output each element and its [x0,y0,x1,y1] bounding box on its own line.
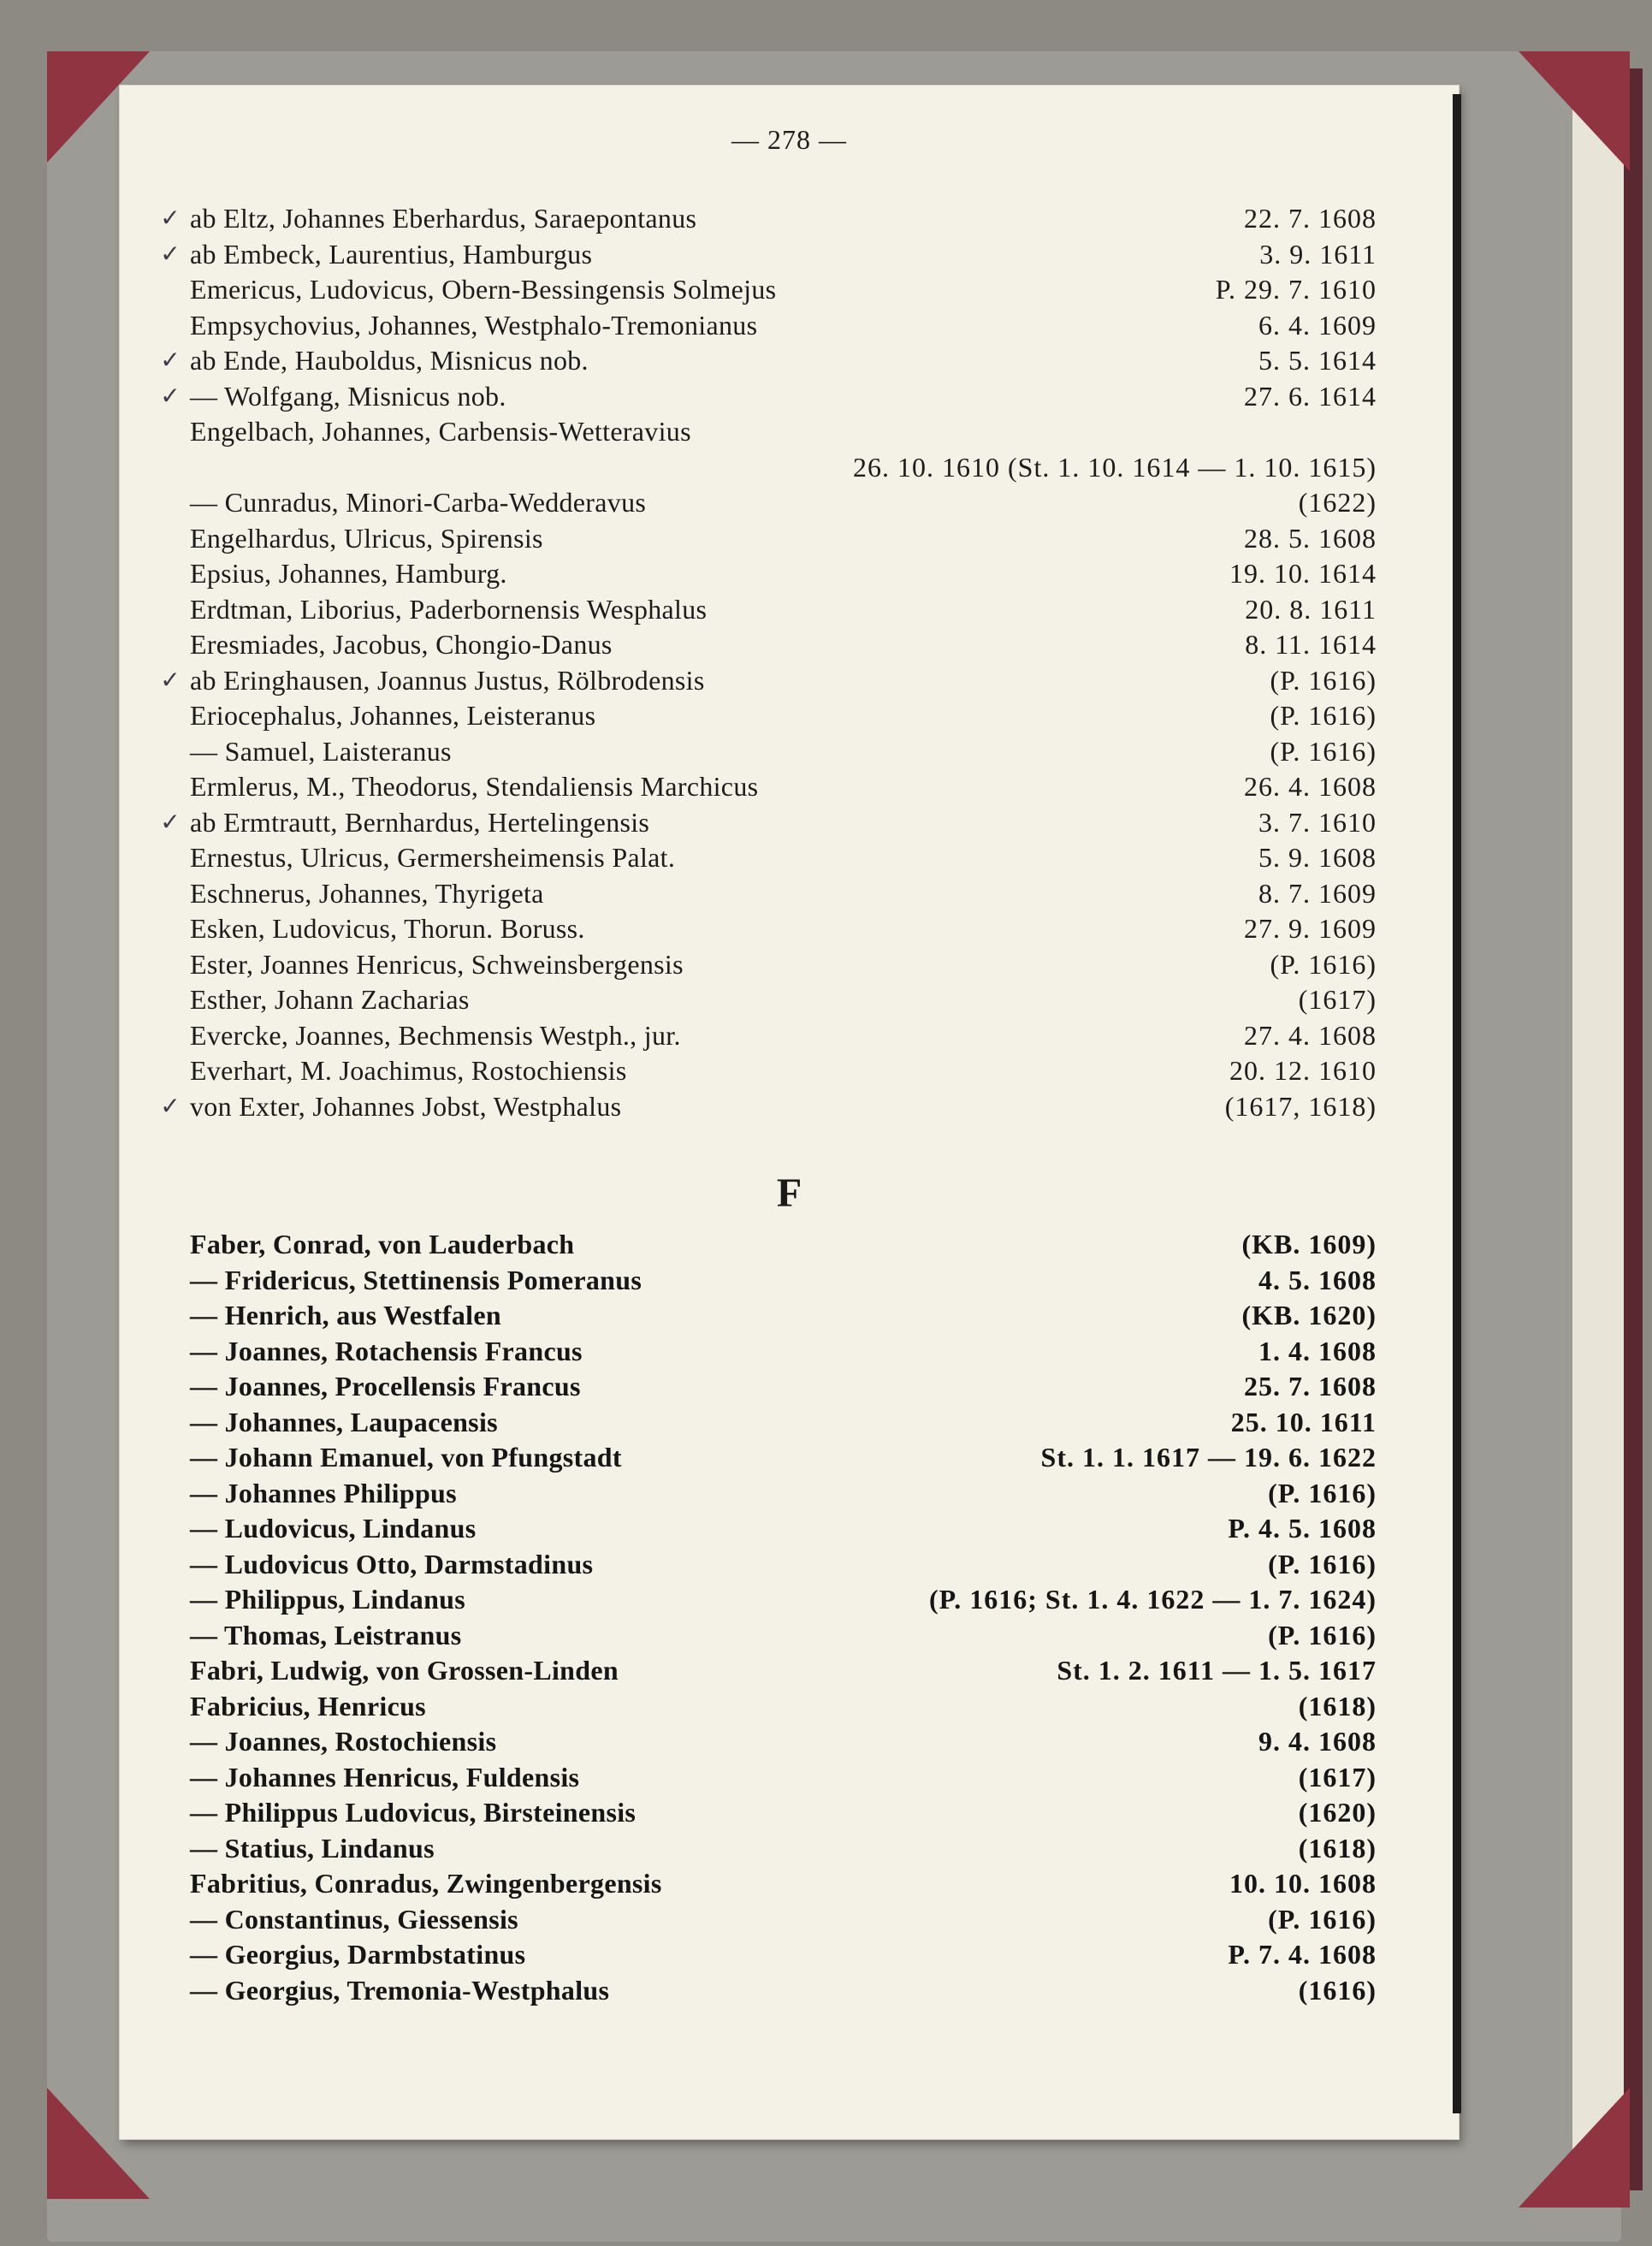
register-entry [0,237,1652,272]
entry-name: Fabricius, Henricus [190,1690,426,1722]
register-entry [0,1227,1652,1262]
entry-name: — Samuel, Laisteranus [190,735,452,767]
check-mark-icon: ✓ [160,205,181,232]
register-entry [0,1547,1652,1582]
entry-date: 5. 9. 1608 [1258,842,1377,873]
entry-date: (KB. 1620) [1241,1300,1377,1330]
entry-date: 25. 10. 1611 [1230,1406,1377,1437]
entry-date: St. 1. 1. 1617 — 19. 6. 1622 [1040,1442,1377,1473]
entry-name: — Joannes, Procellensis Francus [190,1371,581,1402]
entry-name: Everhart, M. Joachimus, Rostochiensis [190,1055,627,1086]
entry-name: — Johann Emanuel, von Pfungstadt [190,1442,622,1473]
section-heading: F [776,1170,802,1216]
entry-date: 27. 6. 1614 [1244,380,1377,412]
entry-date: (P. 1616) [1268,1903,1377,1935]
entry-date: (P. 1616; St. 1. 4. 1622 — 1. 7. 1624) [928,1584,1377,1615]
entry-name: ab Embeck, Laurentius, Hamburgus [190,238,593,270]
entry-name: Engelhardus, Ulricus, Spirensis [190,522,543,554]
register-entry [0,1831,1652,1866]
entry-date: (1620) [1298,1797,1377,1828]
entry-name: Ester, Joannes Henricus, Schweinsbergensis [190,948,684,980]
entry-name: Faber, Conrad, von Lauderbach [190,1229,575,1259]
entry-name: — Philippus, Lindanus [190,1584,466,1615]
entry-name: — Henrich, aus Westfalen [190,1300,501,1330]
register-entry [0,1298,1652,1333]
entry-date: (P. 1616) [1268,1477,1377,1508]
entry-date: (1618) [1298,1832,1377,1864]
entry-name: Engelbach, Johannes, Carbensis-Wetteravius [190,416,691,447]
register-entry [0,982,1652,1017]
entry-name: — Constantinus, Giessensis [190,1903,518,1935]
entry-date: P. 7. 4. 1608 [1228,1939,1377,1970]
entry-name: — Georgius, Tremonia-Westphalus [190,1974,610,2006]
register-entry [0,769,1652,804]
register-entry [0,1866,1652,1901]
register-entry [0,485,1652,520]
entry-name: Ermlerus, M., Theodorus, Stendaliensis Marchicus [190,771,759,802]
entry-name: Esther, Johann Zacharias [190,984,470,1015]
entry-name: — Wolfgang, Misnicus nob. [190,380,506,412]
entry-name: Empsychovius, Johannes, Westphalo-Tremonianus [190,309,758,341]
entry-date: 3. 7. 1610 [1258,806,1377,838]
entry-date: 9. 4. 1608 [1258,1726,1377,1757]
register-entry [0,556,1652,591]
entry-name: — Statius, Lindanus [190,1832,435,1864]
entry-name: Eschnerus, Johannes, Thyrigeta [190,877,544,909]
register-entry [0,592,1652,627]
check-mark-icon: ✓ [160,809,181,836]
entry-date: 22. 7. 1608 [1244,203,1377,234]
register-entry [0,1724,1652,1759]
entry-date: St. 1. 2. 1611 — 1. 5. 1617 [1057,1655,1377,1686]
entry-name: Eresmiades, Jacobus, Chongio-Danus [190,629,613,660]
entry-name: ab Ermtrautt, Bernhardus, Hertelingensis [190,806,650,838]
check-mark-icon: ✓ [160,240,181,268]
register-entry [0,308,1652,343]
entry-name: ab Eringhausen, Joannus Justus, Rölbrodensis [190,664,705,696]
entry-date: (P. 1616) [1268,1548,1377,1579]
check-mark-icon: ✓ [160,667,181,694]
entry-date: (1622) [1298,487,1377,518]
entry-name: von Exter, Johannes Jobst, Westphalus [190,1090,622,1122]
entry-date: 3. 9. 1611 [1259,238,1377,270]
register-entry [0,663,1652,698]
entry-date: 19. 10. 1614 [1229,558,1377,589]
register-entry [0,840,1652,875]
register-entry [0,805,1652,840]
register-entry [0,450,1652,485]
register-entry [0,1653,1652,1688]
entry-date: 20. 12. 1610 [1229,1055,1377,1086]
entry-name: Ernestus, Ulricus, Germersheimensis Palat. [190,842,676,873]
register-entry [0,1440,1652,1475]
register-entry [0,876,1652,911]
register-entry [0,1618,1652,1653]
entry-date: P. 29. 7. 1610 [1215,274,1377,305]
entry-date: 4. 5. 1608 [1258,1264,1377,1295]
entry-date: (KB. 1609) [1241,1229,1377,1259]
entry-date: (1618) [1298,1690,1377,1722]
entry-name: Erdtman, Liborius, Paderbornensis Wesphalus [190,593,708,625]
entry-name: Fabri, Ludwig, von Grossen-Linden [190,1655,619,1686]
entry-name: — Joannes, Rostochiensis [190,1726,497,1757]
register-entry [0,1689,1652,1724]
entry-date: 26. 10. 1610 (St. 1. 10. 1614 — 1. 10. 1615) [853,451,1377,483]
entry-date: 5. 5. 1614 [1258,345,1377,376]
page-number: — 278 — [731,124,847,155]
register-entry [0,521,1652,556]
entry-name: — Ludovicus Otto, Darmstadinus [190,1548,594,1579]
entry-date: 1. 4. 1608 [1258,1335,1377,1366]
register-entry [0,1795,1652,1830]
entry-name: ab Eltz, Johannes Eberhardus, Saraepontanus [190,203,697,234]
entry-date: (1617, 1618) [1224,1090,1377,1122]
check-mark-icon: ✓ [160,1093,181,1120]
entry-date: 8. 11. 1614 [1245,629,1377,660]
register-entry [0,1405,1652,1440]
check-mark-icon: ✓ [160,347,181,374]
register-entry [0,1973,1652,2008]
entry-date: (P. 1616) [1270,700,1377,731]
register-entry [0,272,1652,307]
register-entry [0,911,1652,946]
check-mark-icon: ✓ [160,382,181,410]
register-entry [0,698,1652,733]
entry-date: 6. 4. 1609 [1258,309,1377,341]
register-entry [0,1582,1652,1617]
register-entry [0,1018,1652,1053]
register-entry [0,1937,1652,1972]
entry-name: ab Ende, Hauboldus, Misnicus nob. [190,345,589,376]
register-entry [0,414,1652,449]
entry-name: — Ludovicus, Lindanus [190,1513,477,1544]
entry-date: 25. 7. 1608 [1244,1371,1377,1402]
entry-name: Fabritius, Conradus, Zwingenbergensis [190,1868,662,1899]
register-entry [0,379,1652,414]
entry-name: — Philippus Ludovicus, Birsteinensis [190,1797,637,1828]
register-entry [0,1760,1652,1795]
register-entry [0,1263,1652,1298]
register-entry [0,1334,1652,1369]
entry-date: 28. 5. 1608 [1244,522,1377,554]
entry-date: 20. 8. 1611 [1245,593,1377,625]
register-entry [0,947,1652,982]
register-entry [0,627,1652,662]
entry-date: 27. 9. 1609 [1244,913,1377,944]
register-entry [0,1089,1652,1124]
entry-date: 10. 10. 1608 [1229,1868,1377,1899]
entry-date: (P. 1616) [1270,948,1377,980]
entry-name: — Johannes Philippus [190,1477,457,1508]
entry-date: 27. 4. 1608 [1244,1019,1377,1051]
entry-name: — Thomas, Leistranus [190,1619,462,1650]
register-entry [0,734,1652,769]
entry-date: (1617) [1298,984,1377,1015]
entry-date: (1617) [1298,1761,1377,1793]
entry-name: Evercke, Joannes, Bechmensis Westph., jur. [190,1019,681,1051]
entry-name: — Joannes, Rotachensis Francus [190,1335,583,1366]
entry-date: 8. 7. 1609 [1258,877,1377,909]
register-entry [0,1369,1652,1404]
entry-date: P. 4. 5. 1608 [1228,1513,1377,1544]
entry-date: (1616) [1298,1974,1377,2006]
register-entry [0,1476,1652,1511]
entry-name: — Cunradus, Minori-Carba-Wedderavus [190,487,647,518]
entry-name: Emericus, Ludovicus, Obern-Bessingensis Solmejus [190,274,777,305]
entry-name: — Johannes, Laupacensis [190,1406,498,1437]
entry-date: 26. 4. 1608 [1244,771,1377,802]
entry-name: Epsius, Johannes, Hamburg. [190,558,507,589]
entry-date: (P. 1616) [1268,1619,1377,1650]
register-entry [0,1902,1652,1937]
entry-name: Esken, Ludovicus, Thorun. Boruss. [190,913,585,944]
register-entry [0,1511,1652,1546]
entry-name: — Fridericus, Stettinensis Pomeranus [190,1264,642,1295]
entry-date: (P. 1616) [1270,664,1377,696]
entry-name: — Johannes Henricus, Fuldensis [190,1761,580,1793]
entry-name: Eriocephalus, Johannes, Leisteranus [190,700,596,731]
register-entry [0,343,1652,378]
entry-name: — Georgius, Darmbstatinus [190,1939,526,1970]
register-entry [0,201,1652,236]
entry-date: (P. 1616) [1270,735,1377,767]
register-entry [0,1053,1652,1088]
